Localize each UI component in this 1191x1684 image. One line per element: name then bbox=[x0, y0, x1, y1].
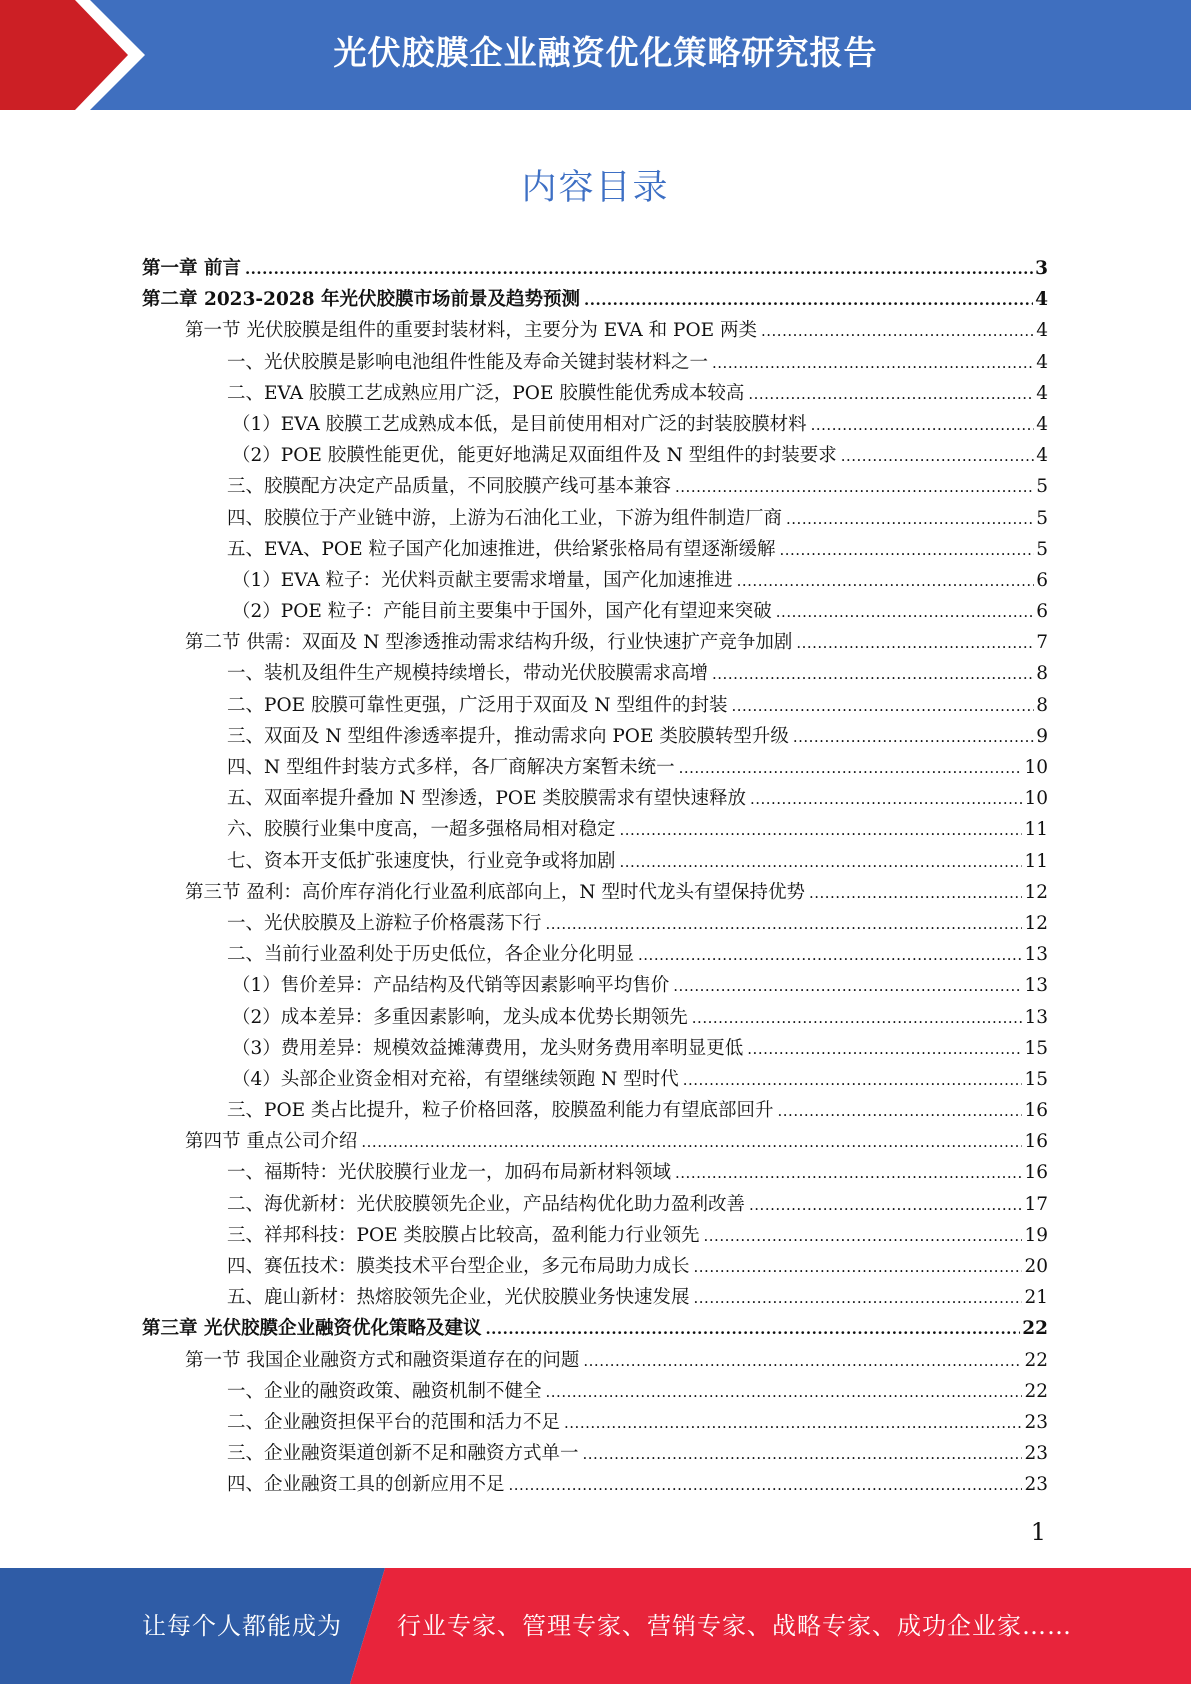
toc-entry-text: 一、光伏胶膜是影响电池组件性能及寿命关键封装材料之一 bbox=[227, 351, 709, 373]
toc-entry-text: （1）EVA 胶膜工艺成熟成本低，是目前使用相对广泛的封装胶膜材料 bbox=[232, 413, 807, 435]
toc-entry-page: 11 bbox=[1024, 819, 1048, 841]
toc-entry[interactable] bbox=[142, 1252, 1048, 1283]
toc-entry-text: 七、资本开支低扩张速度快，行业竞争或将加剧 bbox=[227, 850, 616, 872]
footer-slogan-left: 让每个人都能成为 bbox=[142, 1612, 342, 1640]
toc-entry-page: 3 bbox=[1035, 258, 1048, 279]
toc-entry-text: 第三章 光伏胶膜企业融资优化策略及建议 bbox=[142, 1318, 482, 1340]
toc-entry-page: 9 bbox=[1036, 725, 1048, 747]
toc-entry[interactable] bbox=[142, 878, 1048, 909]
toc-entry-page: 20 bbox=[1024, 1256, 1048, 1277]
toc-entry-text: 第二章 2023-2028 年光伏胶膜市场前景及趋势预测 bbox=[142, 289, 581, 311]
toc-entry[interactable] bbox=[142, 348, 1048, 379]
toc-entry-page: 5 bbox=[1036, 476, 1048, 498]
toc-dot-leader bbox=[620, 853, 1023, 871]
toc-entry-page: 12 bbox=[1024, 912, 1048, 934]
toc-entry[interactable] bbox=[142, 1377, 1048, 1408]
toc-entry[interactable] bbox=[142, 753, 1048, 784]
toc-entry-text: 五、双面率提升叠加 N 型渗透，POE 类胶膜需求有望快速释放 bbox=[227, 788, 746, 810]
toc-entry[interactable] bbox=[142, 659, 1048, 690]
toc-entry-page: 16 bbox=[1024, 1162, 1048, 1184]
toc-entry-page: 21 bbox=[1024, 1287, 1048, 1309]
toc-dot-leader bbox=[673, 977, 1022, 995]
toc-entry[interactable] bbox=[142, 909, 1048, 940]
toc-entry[interactable] bbox=[142, 1470, 1048, 1501]
footer-slogan-right: 行业专家、管理专家、营销专家、战略专家、成功企业家…… bbox=[397, 1612, 1072, 1640]
toc-entry[interactable] bbox=[142, 847, 1048, 878]
toc-entry-page: 23 bbox=[1024, 1411, 1048, 1433]
toc-dot-leader bbox=[786, 510, 1034, 528]
toc-entry-page: 15 bbox=[1024, 1037, 1048, 1059]
toc-entry[interactable] bbox=[142, 441, 1048, 472]
toc-dot-leader bbox=[546, 915, 1023, 933]
toc-entry-page: 23 bbox=[1024, 1443, 1048, 1465]
toc-entry-page: 10 bbox=[1024, 788, 1048, 810]
toc-entry[interactable] bbox=[142, 535, 1048, 566]
toc-entry[interactable] bbox=[142, 254, 1048, 285]
toc-entry[interactable] bbox=[142, 597, 1048, 628]
toc-dot-leader bbox=[692, 1009, 1023, 1027]
toc-entry-text: 第一节 光伏胶膜是组件的重要封装材料，主要分为 EVA 和 POE 两类 bbox=[185, 320, 757, 342]
toc-entry-page: 7 bbox=[1036, 632, 1048, 654]
toc-entry-text: 第四节 重点公司介绍 bbox=[185, 1131, 358, 1153]
toc-entry[interactable] bbox=[142, 815, 1048, 846]
toc-dot-leader bbox=[546, 1383, 1023, 1401]
toc-entry[interactable] bbox=[142, 566, 1048, 597]
toc-dot-leader bbox=[583, 1352, 1022, 1370]
toc-dot-leader bbox=[509, 1476, 1023, 1494]
toc-entry-page: 5 bbox=[1036, 538, 1048, 560]
toc-title: 内容目录 bbox=[521, 168, 670, 208]
toc-entry-text: 一、福斯特：光伏胶膜行业龙一，加码布局新材料领域 bbox=[227, 1162, 672, 1184]
toc-entry-text: 三、双面及 N 型组件渗透率提升，推动需求向 POE 类胶膜转型升级 bbox=[227, 725, 789, 747]
toc-dot-leader bbox=[675, 1164, 1022, 1182]
toc-entry-page: 22 bbox=[1024, 1349, 1048, 1371]
toc-entry[interactable] bbox=[142, 971, 1048, 1002]
toc-entry[interactable] bbox=[142, 1190, 1048, 1221]
toc-dot-leader bbox=[811, 416, 1035, 434]
toc-dot-leader bbox=[245, 260, 1033, 278]
toc-entry-text: 一、装机及组件生产规模持续增长，带动光伏胶膜需求高增 bbox=[227, 663, 709, 685]
toc-entry-text: （1）售价差异：产品结构及代销等因素影响平均售价 bbox=[232, 975, 670, 997]
toc-entry-page: 22 bbox=[1024, 1380, 1048, 1402]
toc-entry-page: 6 bbox=[1036, 601, 1048, 623]
toc-entry-page: 16 bbox=[1024, 1131, 1048, 1153]
report-title: 光伏胶膜企业融资优化策略研究报告 bbox=[333, 33, 878, 72]
toc-entry[interactable] bbox=[142, 472, 1048, 503]
toc-entry-text: 六、胶膜行业集中度高，一超多强格局相对稳定 bbox=[227, 819, 616, 841]
toc-dot-leader bbox=[776, 603, 1034, 621]
toc-list bbox=[142, 254, 1048, 1502]
toc-entry-text: 一、企业的融资政策、融资机制不健全 bbox=[227, 1380, 542, 1402]
toc-entry-page: 4 bbox=[1036, 351, 1048, 373]
toc-entry-text: 三、企业融资渠道创新不足和融资方式单一 bbox=[227, 1443, 579, 1465]
toc-entry[interactable] bbox=[142, 1314, 1048, 1345]
toc-entry[interactable] bbox=[142, 722, 1048, 753]
toc-entry[interactable] bbox=[142, 1034, 1048, 1065]
toc-entry-text: 二、POE 胶膜可靠性更强，广泛用于双面及 N 型组件的封装 bbox=[227, 694, 728, 716]
toc-dot-leader bbox=[485, 1320, 1020, 1338]
toc-entry-text: 第二节 供需：双面及 N 型渗透推动需求结构升级，行业快速扩产竞争加剧 bbox=[185, 632, 793, 654]
toc-entry-text: （1）EVA 粒子：光伏料贡献主要需求增量，国产化加速推进 bbox=[232, 569, 733, 591]
toc-entry[interactable] bbox=[142, 504, 1048, 535]
toc-dot-leader bbox=[694, 1258, 1023, 1276]
toc-dot-leader bbox=[564, 1414, 1022, 1432]
toc-entry-page: 10 bbox=[1024, 757, 1048, 778]
toc-entry-page: 16 bbox=[1024, 1100, 1048, 1122]
toc-entry-text: 四、胶膜位于产业链中游，上游为石油化工业，下游为组件制造厂商 bbox=[227, 507, 783, 529]
toc-dot-leader bbox=[638, 946, 1022, 964]
toc-entry-page: 13 bbox=[1024, 975, 1048, 997]
toc-entry-page: 13 bbox=[1024, 944, 1048, 966]
toc-dot-leader bbox=[731, 697, 1034, 715]
toc-entry-text: （3）费用差异：规模效益摊薄费用，龙头财务费用率明显更低 bbox=[232, 1037, 744, 1059]
toc-dot-leader bbox=[675, 478, 1034, 496]
toc-dot-leader bbox=[748, 385, 1034, 403]
toc-entry-page: 13 bbox=[1024, 1006, 1048, 1028]
toc-entry[interactable] bbox=[142, 1408, 1048, 1439]
toc-dot-leader bbox=[361, 1133, 1022, 1151]
toc-entry-text: 二、当前行业盈利处于历史低位，各企业分化明显 bbox=[227, 944, 635, 966]
toc-entry[interactable] bbox=[142, 1346, 1048, 1377]
toc-entry[interactable] bbox=[142, 410, 1048, 441]
toc-dot-leader bbox=[809, 884, 1023, 902]
toc-entry-page: 8 bbox=[1036, 663, 1048, 685]
footer-banner bbox=[0, 1568, 1191, 1684]
toc-entry-page: 4 bbox=[1036, 320, 1048, 342]
toc-entry-page: 12 bbox=[1024, 881, 1048, 903]
toc-entry-page: 15 bbox=[1024, 1068, 1048, 1090]
toc-entry-text: 一、光伏胶膜及上游粒子价格震荡下行 bbox=[227, 912, 542, 934]
toc-dot-leader bbox=[704, 1227, 1023, 1245]
toc-entry-text: （4）头部企业资金相对充裕，有望继续领跑 N 型时代 bbox=[232, 1068, 679, 1090]
toc-entry-page: 22 bbox=[1022, 1318, 1048, 1340]
toc-dot-leader bbox=[712, 665, 1034, 683]
toc-entry[interactable] bbox=[142, 940, 1048, 971]
toc-entry-text: 二、企业融资担保平台的范围和活力不足 bbox=[227, 1411, 561, 1433]
toc-dot-leader bbox=[737, 572, 1035, 590]
toc-dot-leader bbox=[761, 322, 1034, 340]
toc-entry-text: 四、企业融资工具的创新应用不足 bbox=[227, 1474, 505, 1496]
toc-dot-leader bbox=[747, 1040, 1022, 1058]
toc-entry-text: 三、胶膜配方决定产品质量，不同胶膜产线可基本兼容 bbox=[227, 476, 672, 498]
toc-entry-text: （2）POE 胶膜性能更优，能更好地满足双面组件及 N 型组件的封装要求 bbox=[232, 445, 837, 467]
toc-dot-leader bbox=[796, 634, 1034, 652]
page-number: 1 bbox=[1030, 1518, 1046, 1546]
toc-dot-leader bbox=[583, 1445, 1023, 1463]
toc-entry-text: 二、海优新材：光伏胶膜领先企业，产品结构优化助力盈利改善 bbox=[227, 1193, 746, 1215]
toc-entry-page: 4 bbox=[1036, 382, 1048, 404]
toc-dot-leader bbox=[584, 291, 1033, 309]
toc-dot-leader bbox=[683, 1071, 1023, 1089]
toc-dot-leader bbox=[694, 1289, 1023, 1307]
toc-entry-page: 8 bbox=[1036, 694, 1048, 716]
toc-dot-leader bbox=[793, 728, 1034, 746]
toc-entry[interactable] bbox=[142, 1003, 1048, 1034]
toc-entry-text: 四、N 型组件封装方式多样，各厂商解决方案暂未统一 bbox=[227, 757, 675, 778]
toc-dot-leader bbox=[750, 790, 1023, 808]
toc-entry-text: 四、赛伍技术：膜类技术平台型企业，多元布局助力成长 bbox=[227, 1256, 690, 1277]
toc-entry-text: （2）POE 粒子：产能目前主要集中于国外，国产化有望迎来突破 bbox=[232, 601, 772, 623]
toc-entry-page: 6 bbox=[1036, 569, 1048, 591]
toc-entry-page: 4 bbox=[1036, 413, 1048, 435]
toc-dot-leader bbox=[620, 821, 1023, 839]
toc-entry-text: 第三节 盈利：高价库存消化行业盈利底部向上，N 型时代龙头有望保持优势 bbox=[185, 881, 805, 903]
toc-entry[interactable] bbox=[142, 1065, 1048, 1096]
toc-dot-leader bbox=[778, 1102, 1023, 1120]
toc-entry[interactable] bbox=[142, 784, 1048, 815]
toc-entry[interactable] bbox=[142, 1096, 1048, 1127]
toc-entry[interactable] bbox=[142, 691, 1048, 722]
toc-entry-text: 五、鹿山新材：热熔胶领先企业，光伏胶膜业务快速发展 bbox=[227, 1287, 690, 1309]
toc-entry[interactable] bbox=[142, 285, 1048, 316]
toc-entry[interactable] bbox=[142, 316, 1048, 347]
toc-entry[interactable] bbox=[142, 1439, 1048, 1470]
toc-entry-page: 19 bbox=[1024, 1224, 1048, 1246]
toc-dot-leader bbox=[841, 447, 1034, 465]
toc-dot-leader bbox=[679, 759, 1023, 777]
toc-entry[interactable] bbox=[142, 1158, 1048, 1189]
toc-entry-text: 第一章 前言 bbox=[142, 258, 241, 279]
toc-entry-text: 二、EVA 胶膜工艺成熟应用广泛，POE 胶膜性能优秀成本较高 bbox=[227, 382, 745, 404]
toc-entry-page: 4 bbox=[1036, 445, 1048, 467]
toc-entry-page: 11 bbox=[1024, 850, 1048, 872]
toc-entry-text: （2）成本差异：多重因素影响，龙头成本优势长期领先 bbox=[232, 1006, 688, 1028]
toc-entry-text: 三、祥邦科技：POE 类胶膜占比较高，盈利能力行业领先 bbox=[227, 1224, 700, 1246]
toc-entry-text: 第一节 我国企业融资方式和融资渠道存在的问题 bbox=[185, 1349, 580, 1371]
toc-entry-text: 五、EVA、POE 粒子国产化加速推进，供给紧张格局有望逐渐缓解 bbox=[227, 538, 776, 560]
toc-entry[interactable] bbox=[142, 628, 1048, 659]
toc-entry[interactable] bbox=[142, 1127, 1048, 1158]
toc-entry-page: 17 bbox=[1024, 1193, 1048, 1215]
toc-entry[interactable] bbox=[142, 1283, 1048, 1314]
toc-entry-page: 5 bbox=[1036, 507, 1048, 529]
toc-entry[interactable] bbox=[142, 379, 1048, 410]
toc-entry-page: 4 bbox=[1035, 289, 1048, 311]
toc-entry[interactable] bbox=[142, 1221, 1048, 1252]
toc-dot-leader bbox=[712, 354, 1034, 372]
toc-dot-leader bbox=[749, 1196, 1022, 1214]
toc-entry-text: 三、POE 类占比提升，粒子价格回落，胶膜盈利能力有望底部回升 bbox=[227, 1100, 774, 1122]
toc-dot-leader bbox=[779, 541, 1034, 559]
header-bar bbox=[0, 0, 1191, 110]
toc-entry-page: 23 bbox=[1024, 1474, 1048, 1496]
